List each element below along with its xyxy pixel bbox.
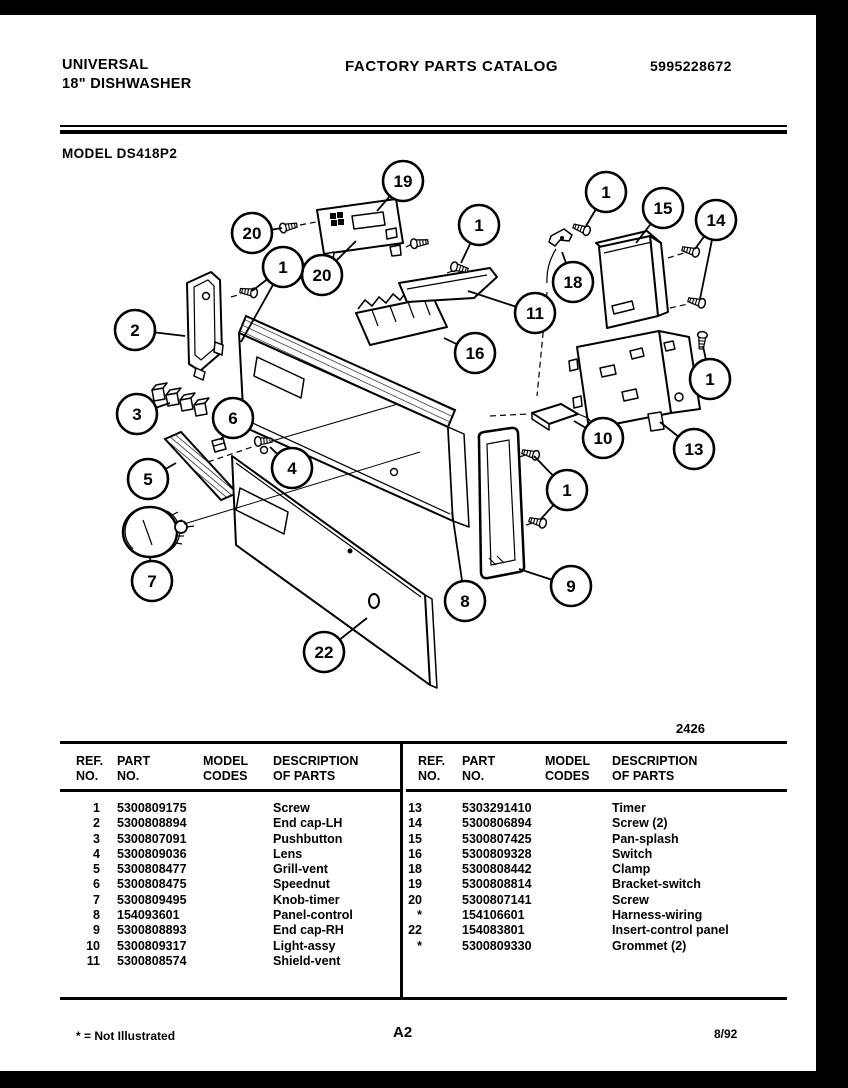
svg-text:13: 13 [684, 440, 704, 459]
svg-text:15: 15 [653, 199, 673, 218]
column-header-model: MODEL CODES [203, 754, 249, 783]
model-label: MODEL DS418P2 [62, 146, 178, 161]
cell-ref: 10 [86, 938, 100, 953]
cell-desc: Screw (2) [612, 816, 668, 831]
table-row [60, 832, 405, 847]
cell-desc: Light-assy [273, 938, 336, 953]
cell-desc: Pan-splash [612, 831, 679, 846]
svg-text:18: 18 [563, 273, 583, 292]
table-row [406, 877, 751, 892]
callout-4 [272, 448, 312, 488]
svg-text:5: 5 [143, 470, 153, 489]
cell-part: 5300809330 [462, 938, 532, 953]
callout-18 [553, 262, 593, 302]
cell-part: 154093601 [117, 908, 180, 923]
callout-16 [455, 333, 495, 373]
svg-text:20: 20 [312, 266, 332, 285]
cell-ref: 18 [408, 862, 422, 877]
screw-part [572, 221, 592, 236]
column-header-desc: DESCRIPTION OF PARTS [612, 754, 698, 783]
cell-part: 5300807425 [462, 831, 532, 846]
screw-part [528, 515, 547, 529]
table-row [60, 847, 405, 862]
svg-text:4: 4 [287, 459, 297, 478]
table-bottom-rule [60, 997, 787, 1000]
end-cap-lh-part [187, 272, 223, 380]
table-row [406, 893, 751, 908]
not-illustrated-footnote: * = Not Illustrated [76, 1029, 176, 1043]
svg-text:10: 10 [593, 429, 613, 448]
screw-part [687, 295, 706, 309]
table-row [406, 832, 751, 847]
cell-desc: Clamp [612, 862, 651, 877]
page-id: A2 [393, 1024, 413, 1041]
cell-part: 5300809495 [117, 892, 187, 907]
cell-desc: Panel-control [273, 908, 353, 923]
table-row [60, 893, 405, 908]
appliance-type: 18" DISHWASHER [62, 76, 192, 92]
callout-1 [547, 470, 587, 510]
cell-part: 5300807141 [462, 892, 532, 907]
callout-20 [302, 255, 342, 295]
column-header-part: PART NO. [462, 754, 496, 783]
table-row [406, 923, 751, 938]
cell-ref: 6 [93, 877, 100, 892]
table-top-rule [60, 741, 787, 744]
svg-text:11: 11 [526, 304, 544, 323]
cell-part: 5300808477 [117, 862, 187, 877]
bracket-switch-part [317, 199, 403, 263]
cell-ref: 1 [93, 801, 100, 815]
svg-text:6: 6 [228, 409, 238, 428]
cell-ref: 14 [408, 816, 422, 831]
svg-text:1: 1 [705, 370, 715, 389]
table-row [406, 847, 751, 862]
svg-text:19: 19 [393, 172, 413, 191]
table-row [60, 801, 405, 816]
table-row [60, 877, 405, 892]
callout-6 [213, 398, 253, 438]
cell-part: 5300809036 [117, 846, 187, 861]
callout-8 [445, 581, 485, 621]
svg-text:16: 16 [465, 344, 485, 363]
table-row [406, 801, 751, 816]
cell-desc: Harness-wiring [612, 908, 703, 923]
cell-desc: Lens [273, 846, 303, 861]
end-cap-rh-part [479, 428, 524, 578]
callout-5 [128, 459, 168, 499]
svg-text:14: 14 [706, 211, 726, 230]
cell-ref: 22 [408, 923, 422, 938]
cell-part: 5300808574 [117, 953, 187, 968]
cell-desc: Grommet (2) [612, 938, 687, 953]
grill-vent-part [165, 432, 237, 500]
svg-text:1: 1 [278, 258, 288, 277]
table-row [60, 816, 405, 831]
table-header-rule-right [406, 789, 787, 792]
cell-ref: 19 [408, 877, 422, 892]
svg-text:7: 7 [147, 572, 157, 591]
table-row [406, 816, 751, 831]
cell-ref: 15 [408, 831, 422, 846]
cell-desc: Grill-vent [273, 862, 328, 877]
table-row [406, 862, 751, 877]
cell-part: 154106601 [462, 908, 525, 923]
callout-1 [586, 172, 626, 212]
publication-number: 5995228672 [650, 58, 732, 74]
cell-desc: End cap-RH [273, 923, 344, 938]
callout-14 [696, 200, 736, 240]
table-row [60, 923, 405, 938]
callout-7 [132, 561, 172, 601]
cell-ref: 2 [93, 816, 100, 831]
table-row [60, 954, 405, 969]
cell-ref: 20 [408, 892, 422, 907]
cell-part: 5300808442 [462, 862, 532, 877]
speednut-part [212, 438, 226, 452]
callout-20 [232, 213, 272, 253]
svg-text:1: 1 [601, 183, 611, 202]
callout-1 [690, 359, 730, 399]
callout-1 [459, 205, 499, 245]
cell-part: 5300809328 [462, 846, 532, 861]
svg-text:22: 22 [314, 643, 334, 662]
cell-ref: 8 [93, 908, 100, 923]
cell-part: 5300808475 [117, 877, 187, 892]
screw-part [696, 331, 707, 349]
cell-part: 5300808893 [117, 923, 187, 938]
cell-desc: Screw [612, 892, 649, 907]
cell-ref: 9 [93, 923, 100, 938]
callout-13 [674, 429, 714, 469]
column-header-ref: REF. NO. [418, 754, 446, 783]
table-row [406, 939, 751, 954]
table-row [60, 862, 405, 877]
page-ref-number: 2426 [676, 721, 705, 736]
catalog-title: FACTORY PARTS CATALOG [345, 58, 559, 75]
cell-part: 5300806894 [462, 816, 532, 831]
left-parts-table [60, 801, 405, 969]
cell-ref: 16 [408, 846, 422, 861]
switch-part [490, 404, 594, 430]
cell-ref: 4 [93, 846, 100, 861]
table-header-rule-left [60, 789, 400, 792]
svg-text:2: 2 [130, 321, 140, 340]
cell-desc: Speednut [273, 877, 330, 892]
screw-part [279, 220, 298, 233]
cell-ref: 5 [93, 862, 100, 877]
callout-11 [515, 293, 555, 333]
cell-desc: Screw [273, 801, 310, 815]
brand-name: UNIVERSAL [62, 57, 149, 73]
table-row [60, 939, 405, 954]
callout-2 [115, 310, 155, 350]
cell-ref: * [417, 938, 422, 953]
column-header-part: PART NO. [117, 754, 151, 783]
column-header-model: MODEL CODES [545, 754, 591, 783]
cell-desc: Knob-timer [273, 892, 340, 907]
cell-ref: 13 [408, 801, 422, 815]
cell-desc: Pushbutton [273, 831, 343, 846]
callout-15 [643, 188, 683, 228]
cell-part: 5300809175 [117, 801, 187, 815]
pan-splash-part [596, 231, 668, 328]
svg-text:9: 9 [566, 577, 576, 596]
date-code: 8/92 [714, 1027, 738, 1041]
callout-9 [551, 566, 591, 606]
svg-text:20: 20 [242, 224, 262, 243]
cell-ref: * [417, 908, 422, 923]
svg-text:1: 1 [474, 216, 484, 235]
pushbutton-part [152, 383, 209, 416]
table-row [60, 908, 405, 923]
cell-part: 5303291410 [462, 801, 532, 815]
screw-part [410, 237, 429, 249]
cell-desc: End cap-LH [273, 816, 343, 831]
cell-desc: Insert-control panel [612, 923, 729, 938]
column-header-ref: REF. NO. [76, 754, 104, 783]
svg-text:1: 1 [562, 481, 572, 500]
cell-part: 5300809317 [117, 938, 187, 953]
knob-timer-part [123, 507, 194, 557]
cell-part: 5300808814 [462, 877, 532, 892]
cell-part: 5300808894 [117, 816, 187, 831]
svg-text:8: 8 [460, 592, 470, 611]
callout-10 [583, 418, 623, 458]
cell-ref: 3 [93, 831, 100, 846]
cell-ref: 11 [86, 953, 100, 968]
timer-part [569, 331, 700, 431]
cell-part: 5300807091 [117, 831, 187, 846]
cell-ref: 7 [93, 892, 100, 907]
cell-desc: Timer [612, 801, 646, 815]
callout-19 [383, 161, 423, 201]
cell-desc: Switch [612, 846, 653, 861]
column-header-desc: DESCRIPTION OF PARTS [273, 754, 359, 783]
cell-part: 154083801 [462, 923, 525, 938]
right-parts-table [406, 801, 751, 954]
svg-text:3: 3 [132, 405, 142, 424]
cell-desc: Bracket-switch [612, 877, 701, 892]
callout-1 [263, 247, 303, 287]
callout-22 [304, 632, 344, 672]
callout-3 [117, 394, 157, 434]
table-row [406, 908, 751, 923]
cell-desc: Shield-vent [273, 953, 341, 968]
